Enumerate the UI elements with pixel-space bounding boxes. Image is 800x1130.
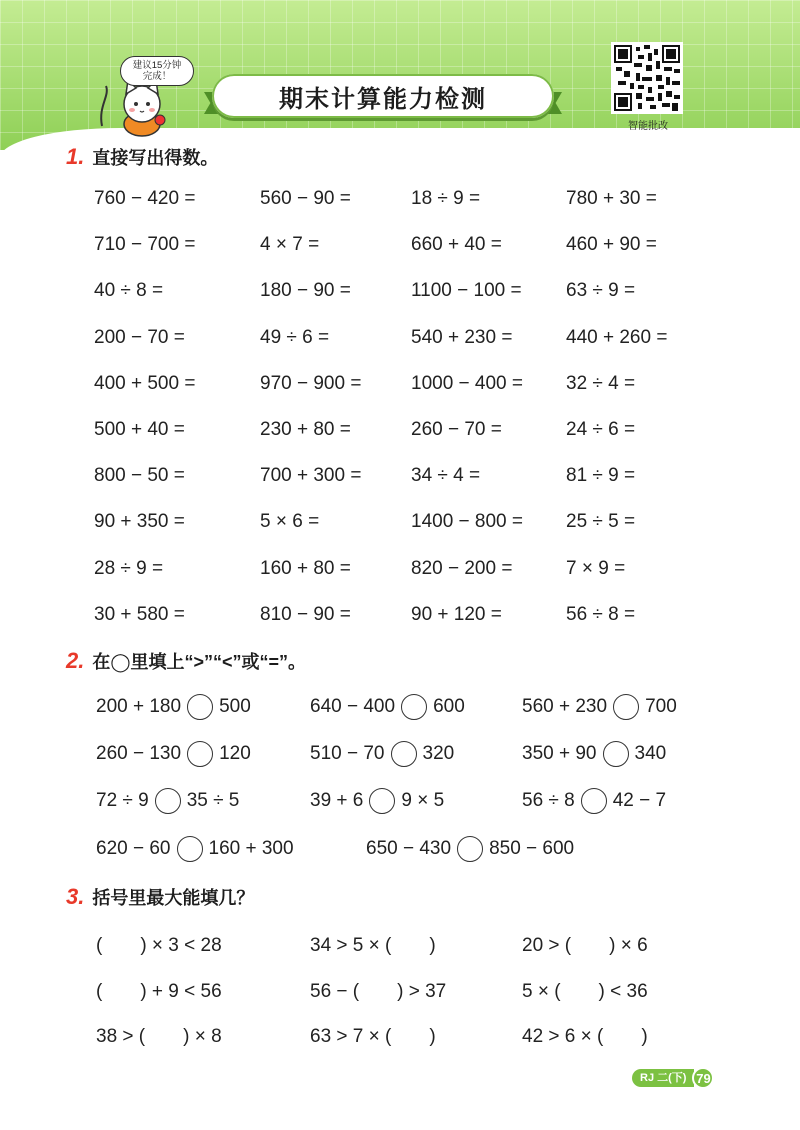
arithmetic-problem[interactable]: 18 ÷ 9 = (411, 188, 481, 209)
section-3-heading (66, 884, 254, 910)
compare-left: 350 + 90 (522, 743, 597, 764)
arithmetic-problem[interactable]: 260 − 70 = (411, 419, 502, 440)
qr-label: 智能批改 (628, 121, 668, 132)
arithmetic-problem[interactable]: 230 + 80 = (260, 419, 351, 440)
compare-left: 510 − 70 (310, 743, 385, 764)
arithmetic-problem[interactable]: 28 ÷ 9 = (94, 558, 164, 579)
compare-item (310, 788, 444, 814)
arithmetic-problem[interactable]: 200 − 70 = (94, 327, 185, 348)
compare-right: 700 (645, 696, 677, 717)
bracket-problem[interactable]: 38 > ( ) × 8 (96, 1026, 222, 1047)
bracket-problem[interactable]: 34 > 5 × ( ) (310, 935, 436, 956)
compare-item (310, 741, 454, 767)
compare-item (96, 788, 239, 814)
bubble-line-2: 完成！ (142, 71, 172, 82)
arithmetic-problem[interactable]: 1400 − 800 = (411, 511, 523, 532)
qr-code-icon (614, 45, 680, 111)
compare-left: 39 + 6 (310, 790, 364, 811)
compare-right: 600 (433, 696, 465, 717)
arithmetic-problem[interactable]: 7 × 9 = (566, 558, 626, 579)
grade-tag: RJ 二(下) (632, 1069, 694, 1087)
compare-right: 9 × 5 (401, 790, 445, 811)
arithmetic-problem[interactable]: 660 + 40 = (411, 234, 502, 255)
arithmetic-problem[interactable]: 700 + 300 = (260, 465, 362, 486)
arithmetic-problem[interactable]: 81 ÷ 9 = (566, 465, 636, 486)
arithmetic-problem[interactable]: 49 ÷ 6 = (260, 327, 330, 348)
section-3-number: 3. (66, 884, 85, 909)
compare-right: 42 − 7 (612, 790, 667, 811)
answer-circle[interactable] (177, 836, 203, 862)
answer-circle[interactable] (187, 741, 213, 767)
answer-circle[interactable] (603, 741, 629, 767)
arithmetic-problem[interactable]: 710 − 700 = (94, 234, 196, 255)
arithmetic-problem[interactable]: 1000 − 400 = (411, 373, 523, 394)
compare-left: 650 − 430 (366, 838, 452, 859)
arithmetic-problem[interactable]: 800 − 50 = (94, 465, 185, 486)
compare-right: 120 (219, 743, 251, 764)
compare-right: 35 ÷ 5 (186, 790, 240, 811)
arithmetic-problem[interactable]: 780 + 30 = (566, 188, 657, 209)
answer-circle[interactable] (401, 694, 427, 720)
arithmetic-problem[interactable]: 540 + 230 = (411, 327, 513, 348)
compare-item (522, 694, 677, 720)
compare-right: 160 + 300 (208, 838, 294, 859)
answer-circle[interactable] (369, 788, 395, 814)
compare-right: 500 (219, 696, 251, 717)
arithmetic-problem[interactable]: 820 − 200 = (411, 558, 513, 579)
section-3-title: 括号里最大能填几？ (92, 888, 255, 908)
section-1-number: 1. (66, 144, 85, 169)
compare-left: 560 + 230 (522, 696, 608, 717)
compare-left: 260 − 130 (96, 743, 182, 764)
arithmetic-problem[interactable]: 32 ÷ 4 = (566, 373, 636, 394)
answer-circle[interactable] (155, 788, 181, 814)
compare-right: 320 (422, 743, 455, 764)
section-1-title: 直接写出得数。 (92, 148, 219, 168)
time-suggestion-bubble (120, 56, 194, 86)
arithmetic-problem[interactable]: 56 ÷ 8 = (566, 604, 636, 625)
page-title: 期末计算能力检测 (279, 85, 487, 113)
arithmetic-problem[interactable]: 160 + 80 = (260, 558, 351, 579)
compare-left: 620 − 60 (96, 838, 171, 859)
compare-item (522, 741, 666, 767)
arithmetic-problem[interactable]: 5 × 6 = (260, 511, 320, 532)
section-1-heading (66, 144, 218, 170)
arithmetic-problem[interactable]: 4 × 7 = (260, 234, 320, 255)
compare-item (522, 788, 666, 814)
bracket-problem[interactable]: ( ) + 9 < 56 (96, 981, 222, 1002)
arithmetic-problem[interactable]: 63 ÷ 9 = (566, 280, 636, 301)
section-2-number: 2. (66, 648, 85, 673)
compare-left: 200 + 180 (96, 696, 182, 717)
answer-circle[interactable] (613, 694, 639, 720)
arithmetic-problem[interactable]: 24 ÷ 6 = (566, 419, 636, 440)
arithmetic-problem[interactable]: 34 ÷ 4 = (411, 465, 481, 486)
compare-item (366, 836, 574, 862)
arithmetic-problem[interactable]: 40 ÷ 8 = (94, 280, 164, 301)
arithmetic-problem[interactable]: 90 + 120 = (411, 604, 502, 625)
compare-left: 56 ÷ 8 (522, 790, 575, 811)
answer-circle[interactable] (581, 788, 607, 814)
bracket-problem[interactable]: 42 > 6 × ( ) (522, 1026, 648, 1047)
arithmetic-problem[interactable]: 500 + 40 = (94, 419, 185, 440)
compare-item (96, 836, 294, 862)
section-2-heading (66, 648, 306, 674)
bracket-problem[interactable]: ( ) × 3 < 28 (96, 935, 222, 956)
compare-right: 340 (634, 743, 667, 764)
arithmetic-problem[interactable]: 440 + 260 = (566, 327, 668, 348)
compare-left: 72 ÷ 9 (96, 790, 149, 811)
arithmetic-problem[interactable]: 1100 − 100 = (411, 280, 522, 301)
bracket-problem[interactable]: 20 > ( ) × 6 (522, 935, 648, 956)
qr-code[interactable] (611, 42, 683, 114)
bubble-line-1: 建议15分钟 (132, 60, 182, 71)
arithmetic-problem[interactable]: 30 + 580 = (94, 604, 185, 625)
answer-circle[interactable] (391, 741, 417, 767)
bracket-problem[interactable]: 63 > 7 × ( ) (310, 1026, 436, 1047)
bracket-problem[interactable]: 56 − ( ) > 37 (310, 981, 447, 1002)
compare-item (96, 741, 251, 767)
answer-circle[interactable] (457, 836, 483, 862)
page-footer (632, 1067, 714, 1089)
arithmetic-problem[interactable]: 560 − 90 = (260, 188, 351, 209)
page-number: 79 (692, 1067, 714, 1089)
arithmetic-problem[interactable]: 90 + 350 = (94, 511, 185, 532)
arithmetic-problem[interactable]: 460 + 90 = (566, 234, 657, 255)
section-2-title: 在◯里填上“>”“<”或“=”。 (92, 652, 307, 672)
compare-right: 850 − 600 (489, 838, 575, 859)
arithmetic-problem[interactable]: 400 + 500 = (94, 373, 196, 394)
arithmetic-problem[interactable]: 180 − 90 = (260, 280, 351, 301)
arithmetic-problem[interactable]: 970 − 900 = (260, 373, 362, 394)
bracket-problem[interactable]: 5 × ( ) < 36 (522, 981, 648, 1002)
title-banner (212, 74, 554, 118)
arithmetic-problem[interactable]: 25 ÷ 5 = (566, 511, 636, 532)
compare-left: 640 − 400 (310, 696, 396, 717)
compare-item (310, 694, 465, 720)
answer-circle[interactable] (187, 694, 213, 720)
arithmetic-problem[interactable]: 810 − 90 = (260, 604, 351, 625)
arithmetic-problem[interactable]: 760 − 420 = (94, 188, 196, 209)
compare-item (96, 694, 251, 720)
